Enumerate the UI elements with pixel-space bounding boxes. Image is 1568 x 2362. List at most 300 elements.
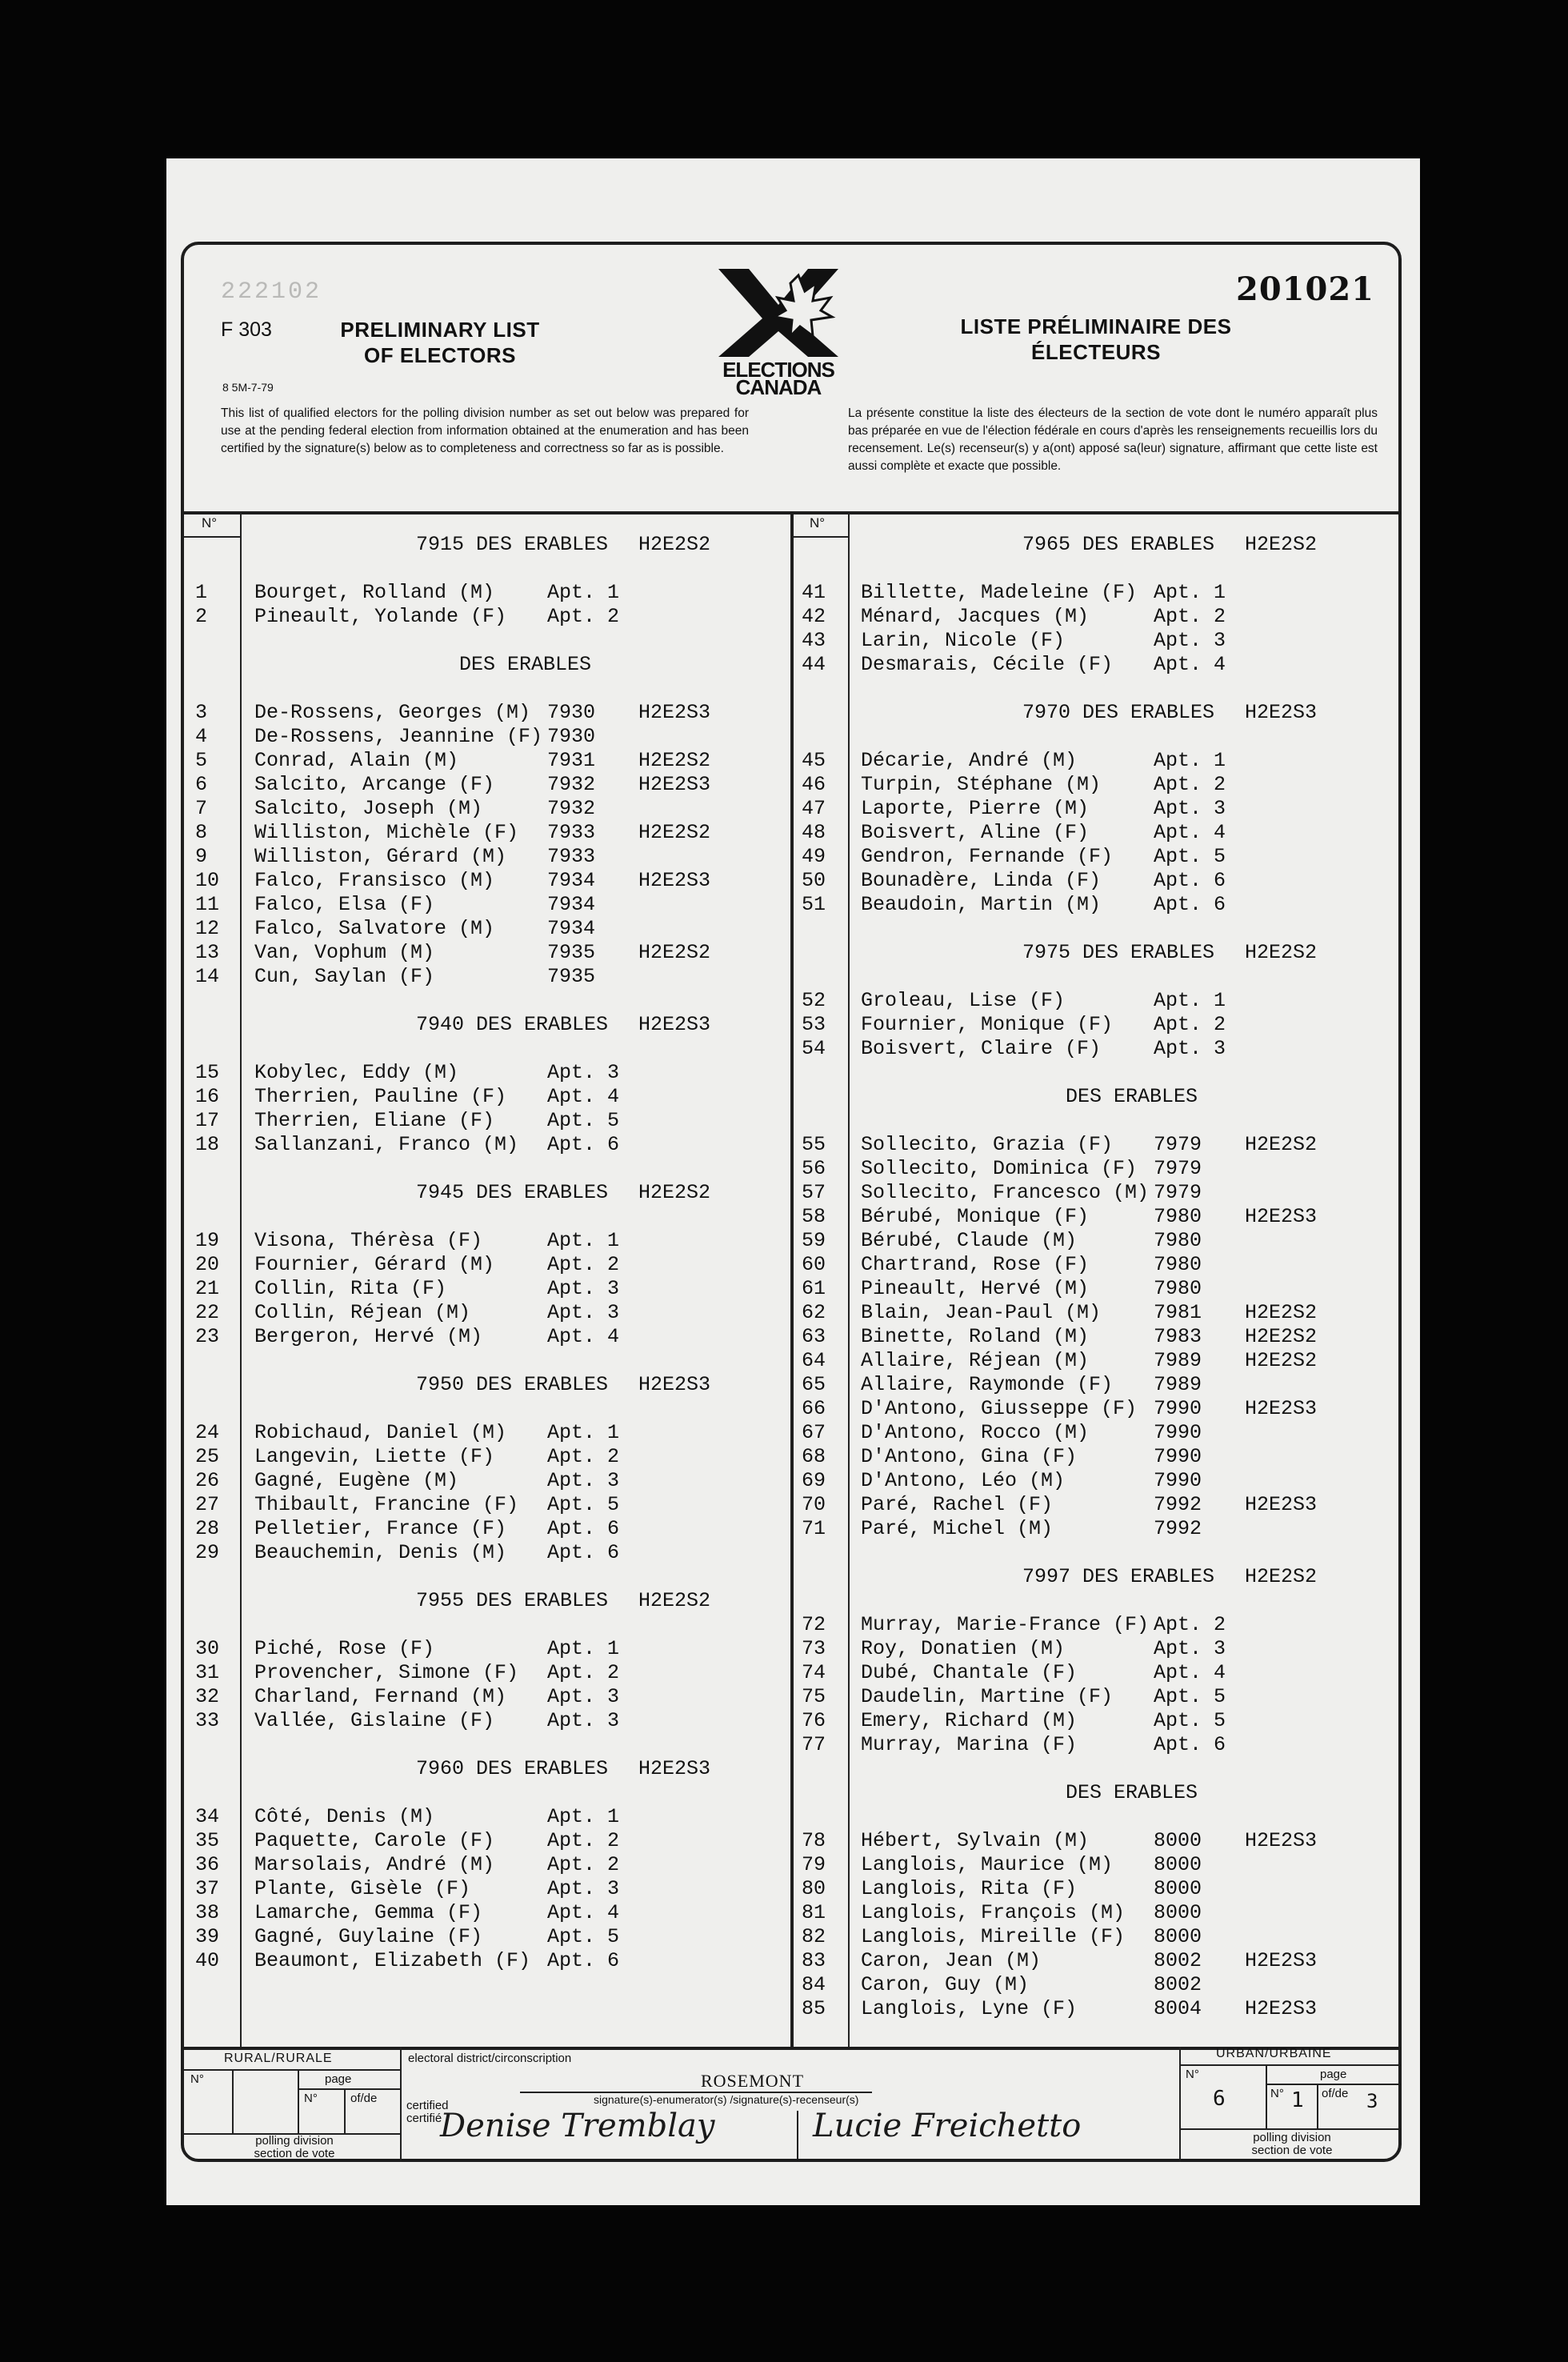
- elector-name: Van, Vophum (M): [254, 941, 435, 964]
- elections-canada-logo: [710, 269, 846, 399]
- elector-number: 44: [802, 653, 826, 676]
- elector-postal-code: H2E2S2: [1245, 1349, 1318, 1372]
- elector-name: Emery, Richard (M): [861, 1709, 1078, 1732]
- elector-address: Apt. 4: [1154, 1661, 1226, 1684]
- elector-postal-code: H2E2S3: [638, 773, 711, 796]
- logo-elections: ELECTIONS: [722, 358, 834, 382]
- elector-address: Apt. 1: [1154, 989, 1226, 1012]
- elector-name: D'Antono, Rocco (M): [861, 1421, 1090, 1444]
- elector-number: 18: [195, 1133, 220, 1156]
- elector-address: Apt. 3: [1154, 629, 1226, 652]
- elector-name: Langlois, Maurice (M): [861, 1853, 1114, 1876]
- elector-number: 1: [195, 581, 208, 604]
- rural-no-label: N°: [190, 2072, 204, 2086]
- elector-postal-code: H2E2S2: [638, 749, 711, 772]
- page-number: 1: [1291, 2088, 1304, 2112]
- elector-name: Collin, Réjean (M): [254, 1301, 471, 1324]
- elector-address: 7990: [1154, 1397, 1202, 1420]
- elector-name: De-Rossens, Jeannine (F): [254, 725, 543, 748]
- intro-english: This list of qualified electors for the polling division number as set out below was prepared for use at the pending federal election from information obtained at the enumeration and has been certified by the signature(s) below as to completeness and correctness so far as is possible.: [221, 406, 749, 455]
- elector-address: 7934: [547, 869, 596, 892]
- elector-number: 16: [195, 1085, 220, 1108]
- elector-address: 7989: [1154, 1349, 1202, 1372]
- elector-address: Apt. 1: [1154, 749, 1226, 772]
- elector-name: Sollecito, Francesco (M): [861, 1181, 1150, 1204]
- elector-number: 46: [802, 773, 826, 796]
- elector-address: Apt. 3: [1154, 797, 1226, 820]
- page-total: 3: [1366, 2090, 1378, 2112]
- elector-name: Murray, Marina (F): [861, 1733, 1078, 1756]
- elector-name: De-Rossens, Georges (M): [254, 701, 531, 724]
- elector-number: 9: [195, 845, 208, 868]
- elector-address: Apt. 5: [1154, 845, 1226, 868]
- elector-name: Robichaud, Daniel (M): [254, 1421, 507, 1444]
- elector-number: 50: [802, 869, 826, 892]
- street-name: DES ERABLES: [1066, 1781, 1198, 1804]
- logo-canada: CANADA: [735, 375, 822, 399]
- elector-number: 17: [195, 1109, 220, 1132]
- elector-number: 80: [802, 1877, 826, 1900]
- elector-number: 43: [802, 629, 826, 652]
- elector-name: Roy, Donatien (M): [861, 1637, 1066, 1660]
- elector-number: 65: [802, 1373, 826, 1396]
- urban-of-label: of/de: [1322, 2087, 1349, 2100]
- elector-name: Sollecito, Dominica (F): [861, 1157, 1138, 1180]
- street-name: DES ERABLES: [459, 653, 592, 676]
- elector-name: Pineault, Hervé (M): [861, 1277, 1090, 1300]
- elector-name: Beauchemin, Denis (M): [254, 1541, 507, 1564]
- elector-number: 6: [195, 773, 208, 796]
- elector-name: Larin, Nicole (F): [861, 629, 1066, 652]
- elector-name: Langlois, François (M): [861, 1901, 1126, 1924]
- elector-address: Apt. 3: [547, 1709, 620, 1732]
- elector-name: Conrad, Alain (M): [254, 749, 459, 772]
- elector-address: 7979: [1154, 1181, 1202, 1204]
- elector-number: 85: [802, 1997, 826, 2020]
- elector-postal-code: H2E2S3: [1245, 1205, 1318, 1228]
- form-number: F 303: [221, 318, 272, 341]
- elector-name: Langlois, Mireille (F): [861, 1925, 1126, 1948]
- elector-address: 8002: [1154, 1973, 1202, 1996]
- elector-number: 35: [195, 1829, 220, 1852]
- elector-name: Caron, Jean (M): [861, 1949, 1042, 1972]
- elector-address: Apt. 3: [547, 1469, 620, 1492]
- elector-number: 40: [195, 1949, 220, 1972]
- elector-address: Apt. 3: [547, 1061, 620, 1084]
- polling-division-number: 6: [1213, 2087, 1226, 2111]
- street-name: 7975 DES ERABLES: [1022, 941, 1215, 964]
- elector-number: 70: [802, 1493, 826, 1516]
- elector-name: Bounadère, Linda (F): [861, 869, 1102, 892]
- elector-name: Paquette, Carole (F): [254, 1829, 495, 1852]
- urban-no-label: N°: [1186, 2068, 1199, 2081]
- elector-name: Vallée, Gislaine (F): [254, 1709, 495, 1732]
- elector-name: Binette, Roland (M): [861, 1325, 1090, 1348]
- elector-number: 71: [802, 1517, 826, 1540]
- elector-name: Dubé, Chantale (F): [861, 1661, 1078, 1684]
- elector-name: Côté, Denis (M): [254, 1805, 435, 1828]
- elector-name: Chartrand, Rose (F): [861, 1253, 1090, 1276]
- elector-name: Desmarais, Cécile (F): [861, 653, 1114, 676]
- elector-address: 7992: [1154, 1517, 1202, 1540]
- electors-list-form: [181, 242, 1402, 2162]
- elector-number: 49: [802, 845, 826, 868]
- column-divider: [790, 511, 794, 2047]
- street-name: 7970 DES ERABLES: [1022, 701, 1215, 724]
- document-page: [166, 158, 1420, 2205]
- elector-postal-code: H2E2S3: [1245, 1397, 1318, 1420]
- urban-label: URBAN/URBAINE: [1216, 2047, 1332, 2060]
- elector-postal-code: H2E2S3: [638, 869, 711, 892]
- elector-address: Apt. 2: [547, 605, 620, 628]
- elector-number: 76: [802, 1709, 826, 1732]
- elector-number: 13: [195, 941, 220, 964]
- elector-number: 82: [802, 1925, 826, 1948]
- elector-address: Apt. 2: [547, 1253, 620, 1276]
- elector-number: 52: [802, 989, 826, 1012]
- elector-name: Piché, Rose (F): [254, 1637, 435, 1660]
- elector-number: 21: [195, 1277, 220, 1300]
- street-name: 7950 DES ERABLES: [416, 1373, 609, 1396]
- elector-address: 7990: [1154, 1469, 1202, 1492]
- elector-number: 36: [195, 1853, 220, 1876]
- elector-number: 28: [195, 1517, 220, 1540]
- elector-name: Sollecito, Grazia (F): [861, 1133, 1114, 1156]
- elector-name: Charland, Fernand (M): [254, 1685, 507, 1708]
- footer: [184, 2047, 1398, 2162]
- elector-number: 54: [802, 1037, 826, 1060]
- elector-number: 47: [802, 797, 826, 820]
- elector-number: 42: [802, 605, 826, 628]
- elector-address: 7990: [1154, 1421, 1202, 1444]
- elector-name: Falco, Fransisco (M): [254, 869, 495, 892]
- elector-number: 12: [195, 917, 220, 940]
- elector-name: Therrien, Eliane (F): [254, 1109, 495, 1132]
- elector-address: 7983: [1154, 1325, 1202, 1348]
- elector-number: 23: [195, 1325, 220, 1348]
- elector-number: 22: [195, 1301, 220, 1324]
- elector-address: Apt. 1: [1154, 581, 1226, 604]
- elector-address: Apt. 5: [1154, 1685, 1226, 1708]
- elector-address: 7932: [547, 773, 596, 796]
- elector-number: 64: [802, 1349, 826, 1372]
- elector-name: Daudelin, Martine (F): [861, 1685, 1114, 1708]
- elector-number: 73: [802, 1637, 826, 1660]
- elector-number: 57: [802, 1181, 826, 1204]
- elector-number: 51: [802, 893, 826, 916]
- elector-name: Bourget, Rolland (M): [254, 581, 495, 604]
- elector-number: 10: [195, 869, 220, 892]
- elector-address: 7930: [547, 725, 596, 748]
- rural-page-label: page: [325, 2072, 352, 2086]
- street-postal-code: H2E2S3: [1245, 701, 1318, 724]
- elector-name: Sallanzani, Franco (M): [254, 1133, 519, 1156]
- elector-name: Bérubé, Monique (F): [861, 1205, 1090, 1228]
- elector-address: 7981: [1154, 1301, 1202, 1324]
- elector-number: 68: [802, 1445, 826, 1468]
- elector-number: 81: [802, 1901, 826, 1924]
- elector-number: 41: [802, 581, 826, 604]
- elector-name: Lamarche, Gemma (F): [254, 1901, 483, 1924]
- elector-name: Beaumont, Elizabeth (F): [254, 1949, 531, 1972]
- elector-postal-code: H2E2S3: [638, 701, 711, 724]
- elector-number: 58: [802, 1205, 826, 1228]
- elector-name: Therrien, Pauline (F): [254, 1085, 507, 1108]
- elector-name: Gendron, Fernande (F): [861, 845, 1114, 868]
- elector-address: Apt. 5: [547, 1493, 620, 1516]
- elector-name: Billette, Madeleine (F): [861, 581, 1138, 604]
- elector-number: 30: [195, 1637, 220, 1660]
- street-name: 7915 DES ERABLES: [416, 533, 609, 556]
- elector-number: 26: [195, 1469, 220, 1492]
- elector-name: Ménard, Jacques (M): [861, 605, 1090, 628]
- elector-name: Murray, Marie-France (F): [861, 1613, 1150, 1636]
- street-postal-code: H2E2S2: [638, 1589, 711, 1612]
- elector-number: 2: [195, 605, 208, 628]
- right-no-header: N°: [810, 515, 826, 530]
- elector-address: 7933: [547, 845, 596, 868]
- elector-name: Pineault, Yolande (F): [254, 605, 507, 628]
- maple-x-icon: [710, 269, 846, 357]
- elector-number: 74: [802, 1661, 826, 1684]
- elector-address: Apt. 6: [547, 1133, 620, 1156]
- title-english: PRELIMINARY LIST OF ELECTORS: [340, 318, 540, 367]
- elector-name: Boisvert, Aline (F): [861, 821, 1090, 844]
- elector-postal-code: H2E2S2: [638, 821, 711, 844]
- elector-name: Visona, Thérèsa (F): [254, 1229, 483, 1252]
- elector-address: Apt. 5: [547, 1925, 620, 1948]
- elector-number: 8: [195, 821, 208, 844]
- elector-name: Bérubé, Claude (M): [861, 1229, 1078, 1252]
- elector-address: Apt. 4: [547, 1901, 620, 1924]
- elector-address: 7932: [547, 797, 596, 820]
- rural-label: RURAL/RURALE: [224, 2052, 333, 2065]
- elector-number: 31: [195, 1661, 220, 1684]
- elector-postal-code: H2E2S3: [1245, 1949, 1318, 1972]
- certified-label: certified certifié: [406, 2099, 449, 2125]
- elector-name: D'Antono, Giusseppe (F): [861, 1397, 1138, 1420]
- elector-address: 8002: [1154, 1949, 1202, 1972]
- elector-address: Apt. 2: [547, 1853, 620, 1876]
- elector-number: 15: [195, 1061, 220, 1084]
- elector-number: 59: [802, 1229, 826, 1252]
- elector-address: Apt. 6: [1154, 1733, 1226, 1756]
- elector-address: 7980: [1154, 1205, 1202, 1228]
- elector-name: Fournier, Gérard (M): [254, 1253, 495, 1276]
- street-postal-code: H2E2S2: [638, 1181, 711, 1204]
- elector-address: 7979: [1154, 1157, 1202, 1180]
- elector-address: 7933: [547, 821, 596, 844]
- elector-postal-code: H2E2S2: [1245, 1325, 1318, 1348]
- elector-address: Apt. 3: [1154, 1037, 1226, 1060]
- elector-number: 67: [802, 1421, 826, 1444]
- district-value: ROSEMONT: [701, 2071, 805, 2091]
- elector-name: Marsolais, André (M): [254, 1853, 495, 1876]
- elector-name: Kobylec, Eddy (M): [254, 1061, 459, 1084]
- elector-name: Provencher, Simone (F): [254, 1661, 519, 1684]
- elector-name: D'Antono, Gina (F): [861, 1445, 1078, 1468]
- elector-name: Gagné, Guylaine (F): [254, 1925, 483, 1948]
- elector-number: 24: [195, 1421, 220, 1444]
- street-postal-code: H2E2S2: [638, 533, 711, 556]
- elector-address: 7992: [1154, 1493, 1202, 1516]
- urban-page-no-label: N°: [1270, 2087, 1284, 2100]
- elector-address: Apt. 5: [547, 1109, 620, 1132]
- elector-address: 7935: [547, 941, 596, 964]
- elector-number: 75: [802, 1685, 826, 1708]
- elector-address: Apt. 6: [547, 1949, 620, 1972]
- elector-number: 61: [802, 1277, 826, 1300]
- elector-address: 7935: [547, 965, 596, 988]
- street-name: 7997 DES ERABLES: [1022, 1565, 1215, 1588]
- elector-address: Apt. 4: [1154, 821, 1226, 844]
- street-name: 7965 DES ERABLES: [1022, 533, 1215, 556]
- elector-address: 7989: [1154, 1373, 1202, 1396]
- elector-name: D'Antono, Léo (M): [861, 1469, 1066, 1492]
- elector-name: Williston, Michèle (F): [254, 821, 519, 844]
- signature-label: signature(s)-enumerator(s) /signature(s)-recenseur(s): [594, 2093, 859, 2106]
- elector-number: 38: [195, 1901, 220, 1924]
- elector-address: 7934: [547, 893, 596, 916]
- elector-postal-code: H2E2S3: [1245, 1493, 1318, 1516]
- elector-number: 34: [195, 1805, 220, 1828]
- urban-page-label: page: [1320, 2068, 1347, 2081]
- elector-number: 5: [195, 749, 208, 772]
- elector-name: Paré, Michel (M): [861, 1517, 1054, 1540]
- elector-name: Hébert, Sylvain (M): [861, 1829, 1090, 1852]
- elector-number: 55: [802, 1133, 826, 1156]
- elector-name: Williston, Gérard (M): [254, 845, 507, 868]
- elector-address: Apt. 4: [547, 1325, 620, 1348]
- elector-postal-code: H2E2S2: [638, 941, 711, 964]
- elector-number: 4: [195, 725, 208, 748]
- elector-number: 29: [195, 1541, 220, 1564]
- street-postal-code: H2E2S2: [1245, 941, 1318, 964]
- elector-postal-code: H2E2S2: [1245, 1133, 1318, 1156]
- rural-page-no-label: N°: [304, 2092, 318, 2105]
- street-postal-code: H2E2S2: [1245, 1565, 1318, 1588]
- rural-polling-label: polling division section de vote: [254, 2134, 335, 2160]
- elector-name: Allaire, Réjean (M): [861, 1349, 1090, 1372]
- district-label: electoral district/circonscription: [408, 2052, 572, 2065]
- elector-number: 78: [802, 1829, 826, 1852]
- right-elector-column: [802, 533, 1394, 2045]
- rural-of-label: of/de: [350, 2092, 378, 2105]
- elector-number: 32: [195, 1685, 220, 1708]
- elector-address: Apt. 3: [547, 1301, 620, 1324]
- elector-address: Apt. 2: [547, 1661, 620, 1684]
- elector-number: 7: [195, 797, 208, 820]
- elector-address: 8000: [1154, 1853, 1202, 1876]
- elector-address: Apt. 2: [1154, 773, 1226, 796]
- elector-name: Falco, Salvatore (M): [254, 917, 495, 940]
- elector-number: 69: [802, 1469, 826, 1492]
- elector-number: 33: [195, 1709, 220, 1732]
- elector-number: 27: [195, 1493, 220, 1516]
- elector-number: 14: [195, 965, 220, 988]
- elector-number: 11: [195, 893, 220, 916]
- elector-name: Allaire, Raymonde (F): [861, 1373, 1114, 1396]
- street-name: 7955 DES ERABLES: [416, 1589, 609, 1612]
- enumerator-signature-2: Lucie Freichetto: [813, 2108, 1082, 2144]
- elector-name: Pelletier, France (F): [254, 1517, 507, 1540]
- elector-name: Salcito, Joseph (M): [254, 797, 483, 820]
- elector-address: 7990: [1154, 1445, 1202, 1468]
- elector-address: 7980: [1154, 1229, 1202, 1252]
- street-postal-code: H2E2S3: [638, 1373, 711, 1396]
- elector-name: Langevin, Liette (F): [254, 1445, 495, 1468]
- left-elector-column: [195, 533, 787, 2045]
- elector-address: Apt. 2: [547, 1445, 620, 1468]
- elector-postal-code: H2E2S2: [1245, 1301, 1318, 1324]
- elector-name: Laporte, Pierre (M): [861, 797, 1090, 820]
- elector-address: Apt. 5: [1154, 1709, 1226, 1732]
- elector-address: 8000: [1154, 1829, 1202, 1852]
- elector-address: 8000: [1154, 1877, 1202, 1900]
- elector-number: 79: [802, 1853, 826, 1876]
- elector-name: Plante, Gisèle (F): [254, 1877, 471, 1900]
- elector-address: Apt. 3: [547, 1877, 620, 1900]
- street-postal-code: H2E2S3: [638, 1757, 711, 1780]
- elector-address: 7980: [1154, 1277, 1202, 1300]
- elector-address: Apt. 1: [547, 1229, 620, 1252]
- elector-name: Décarie, André (M): [861, 749, 1078, 772]
- elector-name: Falco, Elsa (F): [254, 893, 435, 916]
- elector-address: 7980: [1154, 1253, 1202, 1276]
- elector-address: Apt. 4: [547, 1085, 620, 1108]
- left-no-header: N°: [202, 515, 218, 530]
- elector-number: 62: [802, 1301, 826, 1324]
- elector-address: Apt. 2: [1154, 1013, 1226, 1036]
- elector-number: 39: [195, 1925, 220, 1948]
- elector-address: 8000: [1154, 1925, 1202, 1948]
- elector-name: Collin, Rita (F): [254, 1277, 447, 1300]
- elector-name: Cun, Saylan (F): [254, 965, 435, 988]
- elector-name: Boisvert, Claire (F): [861, 1037, 1102, 1060]
- elector-address: Apt. 1: [547, 1421, 620, 1444]
- elector-address: Apt. 2: [1154, 605, 1226, 628]
- elector-name: Paré, Rachel (F): [861, 1493, 1054, 1516]
- elector-address: Apt. 3: [547, 1685, 620, 1708]
- elector-number: 83: [802, 1949, 826, 1972]
- elector-number: 56: [802, 1157, 826, 1180]
- serial-number: 201021: [1236, 270, 1374, 308]
- street-postal-code: H2E2S3: [638, 1013, 711, 1036]
- elector-number: 84: [802, 1973, 826, 1996]
- elector-name: Groleau, Lise (F): [861, 989, 1066, 1012]
- elector-name: Blain, Jean-Paul (M): [861, 1301, 1102, 1324]
- elector-address: 7930: [547, 701, 596, 724]
- elector-number: 45: [802, 749, 826, 772]
- elector-number: 66: [802, 1397, 826, 1420]
- elector-address: Apt. 2: [1154, 1613, 1226, 1636]
- street-name: 7940 DES ERABLES: [416, 1013, 609, 1036]
- street-name: 7960 DES ERABLES: [416, 1757, 609, 1780]
- elector-name: Caron, Guy (M): [861, 1973, 1030, 1996]
- elector-postal-code: H2E2S3: [1245, 1829, 1318, 1852]
- elector-number: 25: [195, 1445, 220, 1468]
- elector-name: Gagné, Eugène (M): [254, 1469, 459, 1492]
- elector-address: 8004: [1154, 1997, 1202, 2020]
- enumerator-signature-1: Denise Tremblay: [440, 2108, 715, 2144]
- elector-name: Thibault, Francine (F): [254, 1493, 519, 1516]
- print-code: 8 5M-7-79: [222, 381, 274, 394]
- elector-address: 7979: [1154, 1133, 1202, 1156]
- urban-polling-label: polling division section de vote: [1251, 2131, 1333, 2157]
- street-name: DES ERABLES: [1066, 1085, 1198, 1108]
- elector-address: Apt. 1: [547, 1637, 620, 1660]
- street-postal-code: H2E2S2: [1245, 533, 1318, 556]
